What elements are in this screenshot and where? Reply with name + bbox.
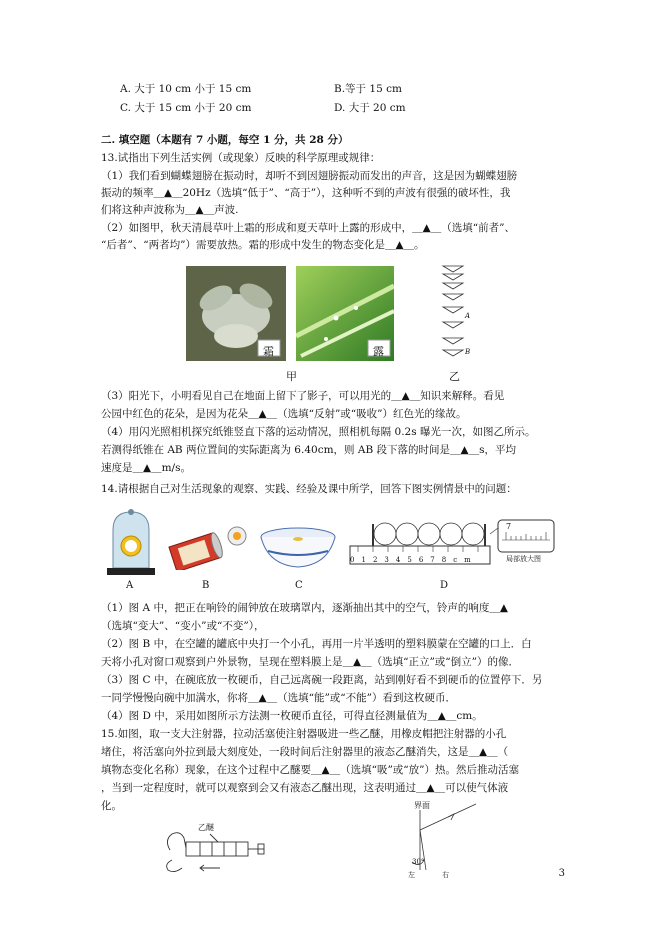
ruler-tick-5: 5 — [407, 556, 419, 564]
dew-grass-photo — [296, 266, 394, 361]
ruler-tick-4: 4 — [395, 556, 408, 564]
option-d: D. 大于 20 cm — [334, 102, 406, 114]
ruler-tick-3: 3 — [384, 556, 396, 564]
q14-p2-line1: （2）图 B 中，在空罐的罐底中央打一个小孔，再用一片半透明的塑料膜蒙在空罐的口上．白 — [101, 638, 532, 650]
fig-a-label: A — [126, 580, 134, 591]
dew-label: 露 — [373, 345, 384, 358]
figure-jia-label: 甲 — [286, 370, 297, 383]
option-c: C. 大于 15 cm 小于 20 cm — [120, 102, 252, 114]
q13-p1-line2: 振动的频率＿▲＿20Hz（选填“低于”、“高于”），这种听不到的声波有很强的破坏性，我 — [101, 187, 511, 199]
section-title: 二. 填空题（本题有 7 小题，每空 1 分，共 28 分） — [101, 134, 349, 146]
option-b: B.等于 15 cm — [334, 83, 402, 95]
q14-p1-line1: （1）图 A 中，把正在响铃的闹钟放在玻璃罩内，逐渐抽出其中的空气，铃声的响度＿▲ — [101, 602, 509, 614]
q14-p3-line1: （3）图 C 中，在碗底放一枚硬币，自己远离碗一段距离，站到刚好看不到硬币的位置停下．另 — [101, 674, 543, 686]
syringe-figure — [160, 820, 270, 880]
ruler-tick-8: 8cm — [441, 556, 478, 564]
falling-cone-figure — [437, 262, 477, 362]
ruler-tick-7: 7 — [430, 556, 442, 564]
q13-p2-line2: “后者”、“两者均”）需要放热。霜的形成中发生的物态变化是＿▲＿。 — [101, 239, 425, 251]
q15-line2: 堵住，将活塞向外拉到最大刻度处，一段时间后注射器里的液态乙醚消失，这是＿▲＿（ — [101, 746, 509, 758]
fig-c-label: C — [295, 580, 303, 591]
q15-line4: ，当到一定程度时，就可以观察到会又有液态乙醚出现，这表明通过＿▲＿可以使气体液 — [101, 782, 509, 794]
syringe-label: 乙醚 — [198, 823, 214, 832]
q13-p3-line2: 公园中红色的花朵，是因为花朵＿▲＿（选填“反射”或“吸收”）红色光的缘故。 — [101, 408, 467, 420]
figure-yi-label: 乙 — [449, 370, 460, 383]
q13-stem: 13.试指出下列生活实例（或现象）反映的科学原理或规律： — [101, 152, 381, 164]
ruler-tick-2: 2 — [372, 556, 385, 564]
angle-label: 30° — [412, 858, 425, 866]
q14-p2-line2: 天将小孔对窗口观察到户外景物，呈现在塑料膜上是＿▲＿（选填“正立”或“倒立”）的像． — [101, 656, 520, 668]
ruler-tick-1: 1 — [361, 556, 373, 564]
ruler-tick-0: 0 — [350, 556, 362, 564]
q13-p1-line3: 们将这种声波称为＿▲＿声波. — [101, 204, 239, 216]
bowl-coin-figure — [258, 525, 338, 570]
option-a: A. 大于 10 cm 小于 15 cm — [120, 83, 252, 95]
q13-p4-line2: 若测得纸锥在 AB 两位置间的实际距离为 6.40cm，则 AB 段下落的时间是＿▲＿s，平均 — [101, 444, 516, 456]
refraction-figure — [396, 800, 486, 880]
q14-p3-line2: 一同学慢慢向碗中加满水，你将＿▲＿（选填“能”或“不能”）看到这枚硬币． — [101, 692, 457, 704]
q13-p1-line1: （1）我们看到蝴蝶翅膀在振动时，却听不到因翅膀振动而发出的声音，这是因为蝴蝶翅膀 — [101, 170, 518, 182]
point-b-label: B — [465, 348, 471, 356]
q14-p4-line1: （4）图 D 中，采用如图所示方法测一枚硬币直径，可得直径测量值为＿▲＿cm。 — [101, 710, 483, 722]
pinhole-can-figure — [165, 522, 250, 570]
coin-ruler-figure — [348, 518, 558, 573]
ruler-tick-6: 6 — [418, 556, 431, 564]
q15-line3: 填物态变化名称）现象，在这个过程中乙醚要＿▲＿（选填“吸”或“放”）热。然后推动活塞 — [101, 764, 520, 776]
frost-label: 霜 — [263, 345, 274, 358]
fig-d-label: D — [440, 580, 449, 591]
fig-b-label: B — [202, 580, 210, 591]
point-a-label: A — [465, 312, 471, 320]
page-number: 3 — [558, 868, 565, 879]
q13-p2-line1: （2）如图甲，秋天清晨草叶上霜的形成和夏天草叶上露的形成中，＿▲＿（选填“前者”、 — [101, 222, 515, 234]
left-label: 左 — [408, 871, 415, 879]
zoom-number: 7 — [506, 522, 512, 531]
q14-stem: 14.请根据自己对生活现象的观察、实践、经验及课中所学，回答下图实例情景中的问题： — [101, 483, 517, 495]
q13-p4-line1: （4）用闪光照相机探究纸锥竖直下落的运动情况，照相机每隔 0.2s 曝光一次，如图乙所示。 — [101, 426, 536, 438]
q14-p1-line2: （选填“变大”、“变小”或“不变”）， — [101, 620, 265, 632]
ruler-scale — [350, 556, 478, 564]
right-label: 右 — [442, 871, 449, 879]
interface-label: 界面 — [414, 801, 430, 810]
q15-line1: 15.如图，取一支大注射器，拉动活塞使注射器吸进一些乙醚，用橡皮帽把注射器的小孔 — [101, 728, 507, 740]
q13-p4-line3: 速度是＿▲＿m/s。 — [101, 462, 191, 474]
frost-leaf-photo — [186, 266, 286, 361]
zoom-caption: 局部放大图 — [506, 555, 541, 563]
bell-jar-figure — [105, 508, 157, 578]
q13-p3-line1: （3）阳光下，小明看见自己在地面上留下了影子，可以用光的＿▲＿知识来解释。看见 — [101, 390, 505, 402]
q15-line5: 化。 — [101, 800, 122, 812]
